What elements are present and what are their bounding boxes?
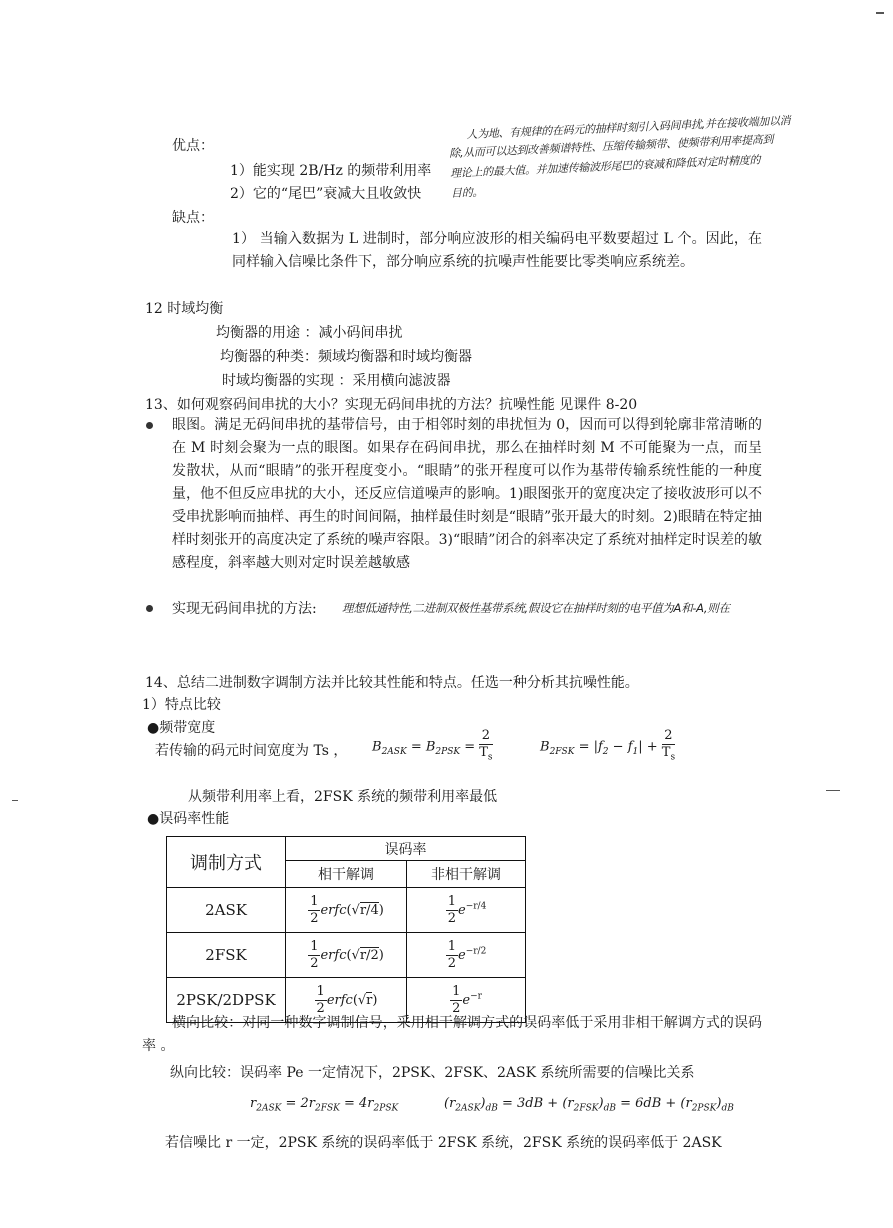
bandwidth-text: 若传输的码元时间宽度为 Ts ， bbox=[155, 743, 348, 759]
s14-sub-1: 1）特点比较 bbox=[142, 697, 221, 713]
section-14-title: 14、总结二进制数字调制方法并比较其性能和特点。任选一种分析其抗噪性能。 bbox=[145, 675, 639, 691]
bandwidth-label: ●频带宽度 bbox=[147, 720, 216, 736]
bullet-icon bbox=[146, 422, 153, 429]
scan-mark bbox=[876, 12, 884, 14]
final-conclusion: 若信噪比 r 一定，2PSK 系统的误码率低于 2FSK 系统，2FSK 系统的误码率低于 2ASK bbox=[165, 1135, 722, 1151]
bullet-icon bbox=[146, 605, 153, 612]
noncoherent-cell: $\frac{1}{2}$ $e^{-r/4}$ bbox=[407, 888, 526, 933]
disadvantage-text: 1） 当输入数据为 L 进制时，部分响应波形的相关编码电平数要超过 L 个。因此，在同样输入信噪比条件下，部分响应系统的抗噪声性能要比零类响应系统差。 bbox=[232, 231, 762, 270]
method-handwriting: 理想低通特性,二进制双极性基带系统,假设它在抽样时刻的电平值为A和-A,则在 bbox=[342, 601, 730, 615]
section-13-title: 13、如何观察码间串扰的大小？实现无码间串扰的方法？抗噪性能 见课件 8-20 bbox=[145, 397, 638, 413]
s12-line-1: 均衡器的用途 ：减小码间串扰 bbox=[216, 325, 403, 341]
advantages-label: 优点： bbox=[172, 138, 214, 154]
method-label: 实现无码间串扰的方法: bbox=[172, 601, 317, 617]
scan-mark bbox=[12, 800, 18, 801]
table-header-mod: 调制方式 bbox=[167, 837, 286, 888]
noncoh-exp: −r/4 bbox=[465, 901, 487, 912]
table-header-coherent: 相干解调 bbox=[286, 861, 407, 888]
mod-cell: 2PSK/2DPSK bbox=[167, 978, 286, 1023]
handnote-line-4: 目的。 bbox=[450, 185, 484, 200]
coh-arg: r bbox=[366, 992, 373, 1008]
ber-label: ●误码率性能 bbox=[147, 811, 230, 827]
s12-line-2: 均衡器的种类：频域均衡器和时域均衡器 bbox=[220, 349, 472, 365]
noncoherent-cell: $\frac{1}{2}$ $e^{-r}$ bbox=[407, 978, 526, 1023]
disadvantages-label: 缺点： bbox=[172, 210, 214, 226]
coh-arg: r/2 bbox=[359, 947, 379, 963]
horizontal-comparison: 横向比较：对同一种数字调制信号，采用相干解调方式的误码率低于采用非相干解调方式的误码率 。 bbox=[142, 1015, 762, 1054]
bandwidth-conclusion: 从频带利用率上看，2FSK 系统的频带利用率最低 bbox=[188, 789, 498, 805]
snr-relation-1: $r_{2ASK} = 2r_{2FSK} = 4r_{2PSK}$ bbox=[250, 1096, 399, 1114]
noncoherent-cell: $\frac{1}{2}$ $e^{-r/2}$ bbox=[407, 933, 526, 978]
handnote-line-3: 理论上的最大值。并加速传输波形尾巴的衰减和降低对定时精度的 bbox=[449, 153, 761, 180]
advantage-item-2: 2）它的“尾巴”衰减大且收敛快 bbox=[230, 186, 422, 202]
coh-arg: r/4 bbox=[359, 902, 379, 918]
handwritten-note bbox=[448, 110, 791, 200]
ber-table bbox=[166, 836, 526, 1023]
vertical-comparison: 纵向比较：误码率 Pe 一定情况下，2PSK、2FSK、2ASK 系统所需要的信噪比关系 bbox=[170, 1065, 695, 1081]
scan-mark bbox=[826, 790, 840, 791]
bandwidth-formula-2: $B_{2FSK} = |f_2 - f_1|$ + $\frac{2}{T_s}$ bbox=[540, 728, 676, 763]
advantage-item-1: 1）能实现 2B/Hz 的频带利用率 bbox=[230, 163, 432, 179]
snr-relation-2: $(r_{2ASK})_{dB} = 3dB + (r_{2FSK})_{dB} = 6dB + (r_{2PSK})_{dB}$ bbox=[444, 1096, 734, 1114]
noncoh-exp: −r/2 bbox=[465, 946, 487, 957]
coherent-cell: $\frac{1}{2}$ erfc(√r/4) bbox=[286, 888, 407, 933]
handnote-line-2: 除,从而可以达到改善频谱特性、压缩传输频带、使频带利用率提高到 bbox=[448, 132, 774, 160]
s12-line-3: 时域均衡器的实现 ：采用横向滤波器 bbox=[222, 373, 451, 389]
mod-cell: 2ASK bbox=[167, 888, 286, 933]
handnote-line-1: 人为地、有规律的在码元的抽样时刻引入码间串扰,并在接收端加以消 bbox=[466, 114, 791, 142]
mod-cell: 2FSK bbox=[167, 933, 286, 978]
table-row bbox=[167, 933, 526, 978]
section-12-title: 12 时域均衡 bbox=[145, 301, 224, 317]
table-row bbox=[167, 888, 526, 933]
eye-diagram-text: 眼图。满足无码间串扰的基带信号，由于相邻时刻的串扰恒为 0，因而可以得到轮廓非常清晰的在 M 时刻会聚为一点的眼图。如果存在码间串扰，那么在抽样时刻 M 不可能聚为一点，而呈发散状，从而“眼睛”的张开程度变小。“眼睛”的张开程度可以作为基带传输系统性能的一种度量，他不但反应串扰的大小，还反应信道噪声的影响。1)眼图张开的宽度决定了接收波形可以不受串扰影响而抽样、再生的时间间隔，抽样最佳时刻是“眼睛”张开最大的时刻。2)眼睛在特定抽样时刻张开的高度决定了系统的噪声容限。3)“眼睛”闭合的斜率决定了系统对抽样定时误差的敏感程度，斜率越大则对定时误差越敏感 bbox=[172, 417, 762, 571]
coherent-cell: $\frac{1}{2}$ erfc(√r) bbox=[286, 978, 407, 1023]
noncoh-exp: −r bbox=[470, 991, 482, 1002]
table-header-ber: 误码率 bbox=[286, 837, 526, 861]
bandwidth-formula-1: $B_{2ASK} = B_{2PSK}$ = $\frac{2}{T_s}$ bbox=[372, 728, 493, 763]
coherent-cell: $\frac{1}{2}$ erfc(√r/2) bbox=[286, 933, 407, 978]
table-header-noncoherent: 非相干解调 bbox=[407, 861, 526, 888]
